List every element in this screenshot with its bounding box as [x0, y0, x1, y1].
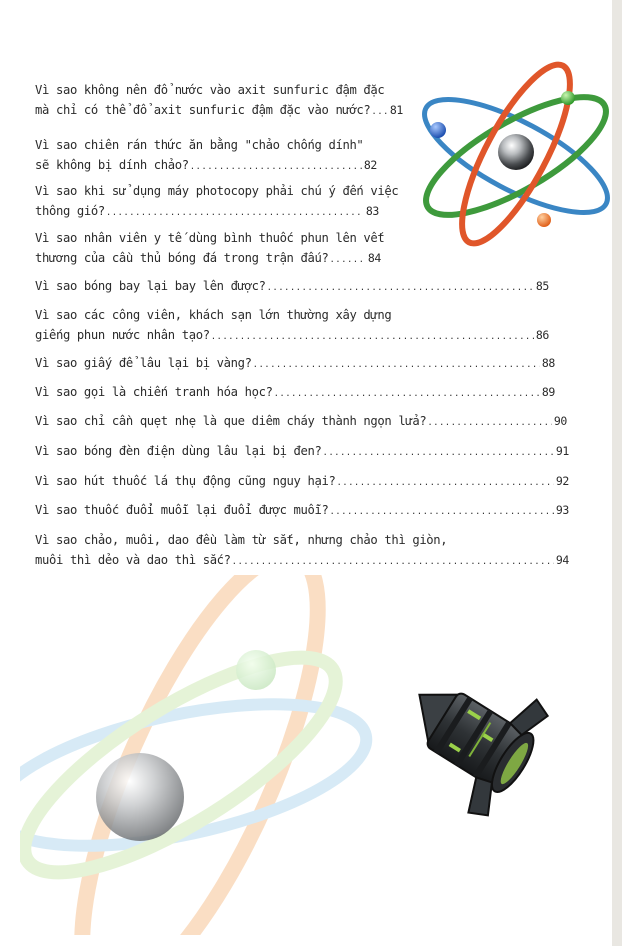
toc-entry[interactable] — [35, 441, 569, 463]
toc-entry[interactable] — [35, 500, 569, 522]
toc-entry[interactable] — [35, 181, 399, 223]
toc-entry[interactable] — [35, 382, 555, 404]
toc-page-number: 90 — [553, 414, 567, 428]
toc-page-number: 81 — [389, 103, 403, 117]
toc-page-number: 86 — [535, 328, 549, 342]
toc-page-number: 91 — [555, 444, 569, 458]
toc-entry-text: Vì sao chiên rán thức ăn bằng "chảo chống dính" — [35, 138, 364, 152]
toc-entry[interactable] — [35, 276, 549, 298]
dot-leader — [190, 157, 362, 177]
toc-page-number: 89 — [541, 385, 555, 399]
toc-entry[interactable] — [35, 228, 385, 270]
toc-entry-text: Vì sao nhân viên y tế dùng bình thuốc phun lên vết — [35, 231, 385, 245]
toc-entry-text: thông gió? — [35, 204, 105, 218]
toc-entry-text: Vì sao giấy để lâu lại bị vàng? — [35, 356, 252, 370]
toc-page-number: 85 — [535, 279, 549, 293]
atom-icon — [416, 48, 616, 260]
dot-leader — [336, 473, 553, 493]
toc-page-number: 82 — [363, 158, 377, 172]
toc-entry[interactable] — [35, 530, 569, 572]
toc-entry[interactable] — [35, 80, 403, 122]
dot-leader — [329, 502, 553, 522]
toc-page-number: 83 — [365, 204, 379, 218]
dot-leader — [427, 413, 552, 433]
toc-entry-text: Vì sao chảo, muôi, dao đều làm từ sắt, nhưng chảo thì giòn, — [35, 533, 448, 547]
toc-page-number: 84 — [367, 251, 381, 265]
toc-entry-text: mà chỉ có thể đổ axit sunfuric đậm đặc vào nước? — [35, 103, 371, 117]
toc-entry-text: giếng phun nước nhân tạo? — [35, 328, 210, 342]
toc-entry-text: Vì sao thuốc đuổi muỗi lại đuổi được muỗi? — [35, 503, 329, 517]
toc-entry-text: Vì sao không nên đổ nước vào axit sunfuric đậm đặc — [35, 83, 385, 97]
toc-entry-text: thương của cầu thủ bóng đá trong trận đấu? — [35, 251, 329, 265]
dot-leader — [274, 384, 540, 404]
toc-entry[interactable] — [35, 353, 555, 375]
toc-entry-text: Vì sao khi sử dụng máy photocopy phải chú ý đến việc — [35, 184, 399, 198]
atom-watermark-icon — [20, 575, 380, 935]
dot-leader — [267, 278, 534, 298]
toc-entry[interactable] — [35, 411, 567, 433]
dot-leader — [323, 443, 554, 463]
dot-leader — [253, 355, 540, 375]
toc-entry-text: Vì sao bóng bay lại bay lên được? — [35, 279, 266, 293]
rocket-icon — [385, 665, 560, 830]
toc-entry-text: Vì sao chỉ cần quẹt nhẹ là que diêm cháy thành ngọn lửa? — [35, 414, 427, 428]
toc-entry-text: muôi thì dẻo và dao thì sắc? — [35, 553, 231, 567]
toc-page-number: 88 — [541, 356, 555, 370]
toc-page-number: 92 — [555, 474, 569, 488]
toc-entry-text: Vì sao bóng đèn điện dùng lâu lại bị đen? — [35, 444, 322, 458]
toc-entry-text: Vì sao các công viên, khách sạn lớn thường xây dựng — [35, 308, 392, 322]
toc-page-number: 93 — [555, 503, 569, 517]
toc-entry-text: sẽ không bị dính chảo? — [35, 158, 189, 172]
toc-entry[interactable] — [35, 135, 377, 177]
toc-page-number: 94 — [555, 553, 569, 567]
dot-leader — [371, 102, 387, 122]
toc-entry[interactable] — [35, 305, 549, 347]
toc-entry[interactable] — [35, 471, 569, 493]
dot-leader — [329, 250, 365, 270]
dot-leader — [232, 552, 554, 572]
dot-leader — [211, 327, 534, 347]
toc-entry-text: Vì sao hút thuốc lá thụ động cũng nguy hại? — [35, 474, 336, 488]
toc-entry-text: Vì sao gọi là chiến tranh hóa học? — [35, 385, 273, 399]
dot-leader — [106, 203, 364, 223]
